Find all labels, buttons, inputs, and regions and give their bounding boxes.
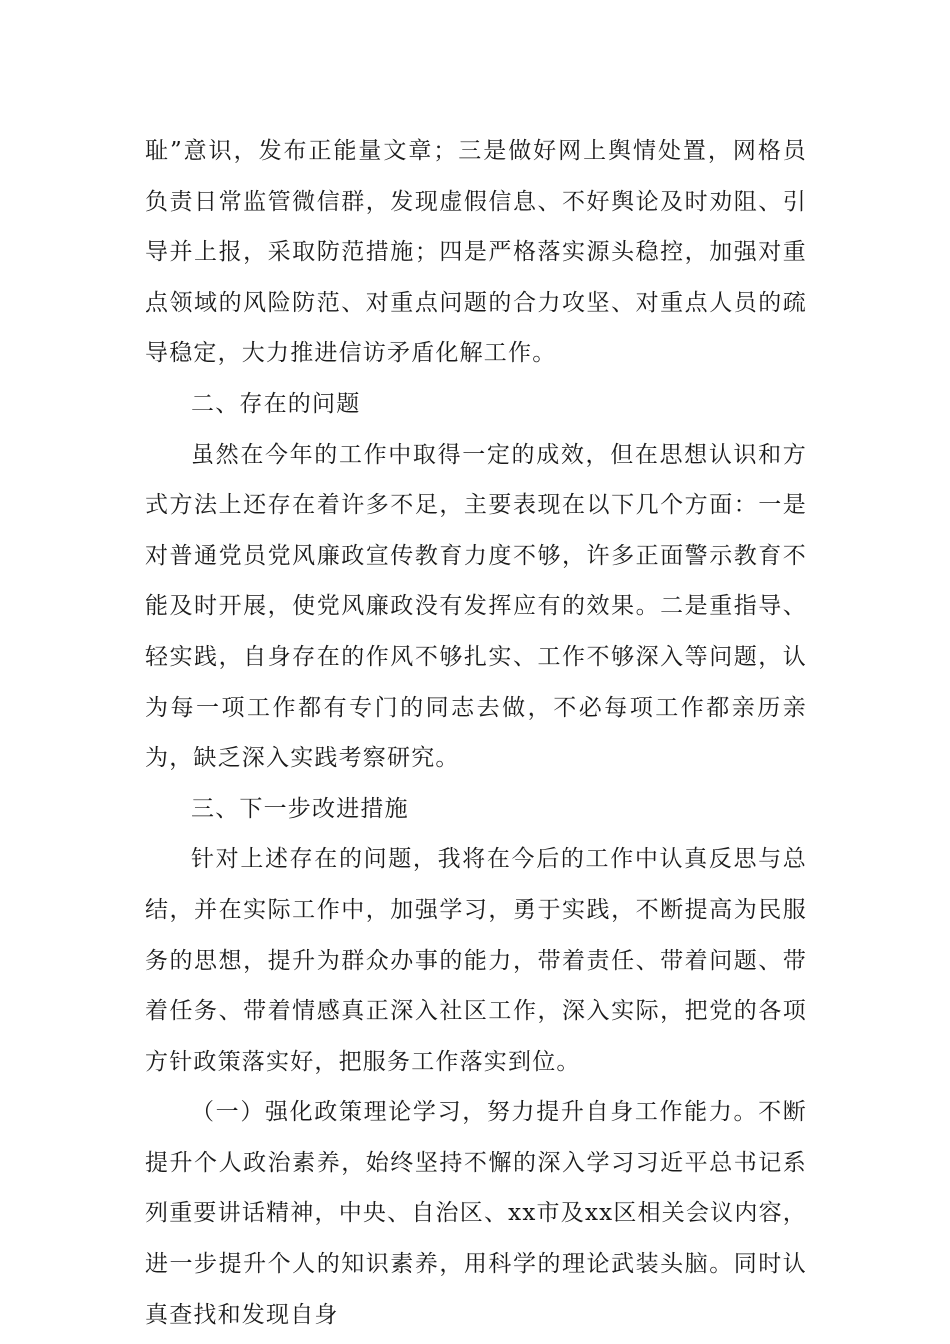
paragraph-measure-one: （一）强化政策理论学习，努力提升自身工作能力。不断提升个人政治素养，始终坚持不懈的深入学习习近平总书记系列重要讲话精神，中央、自治区、xx市及xx区相关会议内容，进一步提升个人的知识素养，用科学的理论武装头脑。同时认真查找和发现自身	[145, 1099, 807, 1328]
document-body	[145, 126, 807, 1340]
section-heading-problems: 二、存在的问题	[191, 390, 361, 417]
paragraph-measures: 针对上述存在的问题，我将在今后的工作中认真反思与总结，并在实际工作中，加强学习，勇于实践，不断提高为民服务的思想，提升为群众办事的能力，带着责任、带着问题、带着任务、带着情感真正深入社区工作，深入实际，把党的各项方针政策落实好，把服务工作落实到位。	[145, 846, 807, 1075]
paragraph-problems: 虽然在今年的工作中取得一定的成效，但在思想认识和方式方法上还存在着许多不足，主要表现在以下几个方面：一是对普通党员党风廉政宣传教育力度不够，许多正面警示教育不能及时开展，使党风廉政没有发挥应有的效果。二是重指导、轻实践，自身存在的作风不够扎实、工作不够深入等问题，认为每一项工作都有专门的同志去做，不必每项工作都亲历亲为，缺乏深入实践考察研究。	[145, 441, 807, 772]
paragraph-continuation: 耻”意识，发布正能量文章；三是做好网上舆情处置，网格员负责日常监管微信群，发现虚假信息、不好舆论及时劝阻、引导并上报，采取防范措施；四是严格落实源头稳控，加强对重点领域的风险防范、对重点问题的合力攻坚、对重点人员的疏导稳定，大力推进信访矛盾化解工作。	[145, 138, 807, 367]
section-heading-measures: 三、下一步改进措施	[191, 795, 409, 822]
